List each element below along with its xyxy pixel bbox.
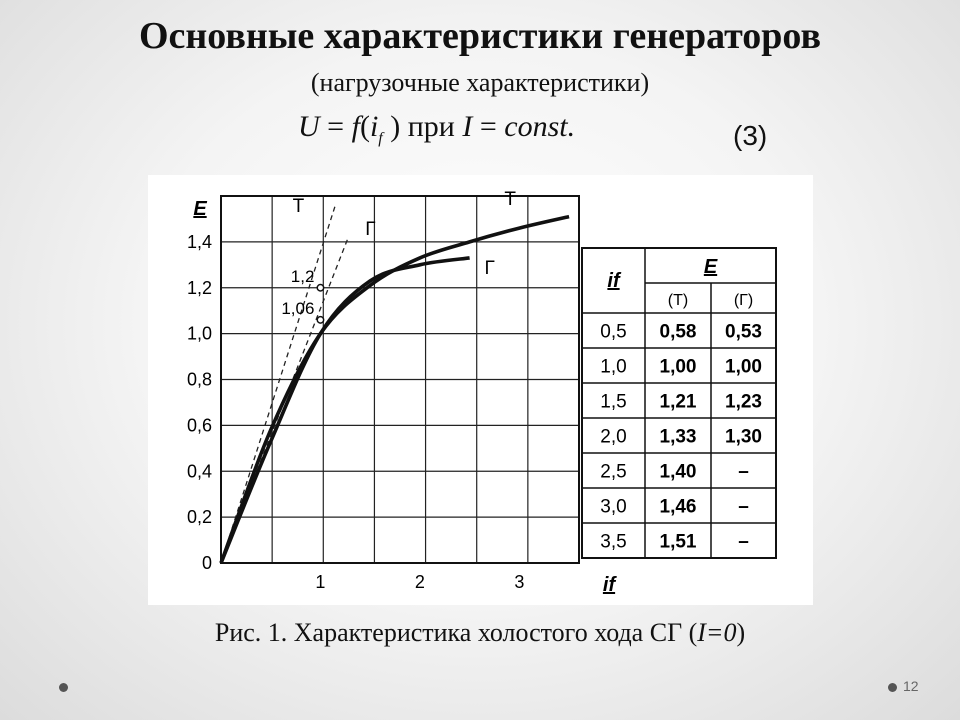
table-cell: 1,21 [659,391,697,413]
formula-u: U [298,110,320,143]
table-cell: 3,0 [600,496,627,518]
formula-f: f [351,110,360,143]
y-tick-label: 0,4 [186,461,212,482]
annotation-label: 1,2 [290,266,315,286]
y-tick-label: 0,2 [186,507,212,528]
figure-panel [148,175,813,605]
caption-italic: I=0 [697,618,737,647]
x-tick-label: 2 [414,572,425,592]
formula-pri: при [407,110,455,143]
table-cell: 0,5 [600,321,627,343]
table-header-e: E [703,256,718,278]
table-cell: 3,5 [600,531,627,553]
formula-I: I [462,110,473,143]
series-label-t-end: Т [504,189,517,211]
y-tick-label: 0,8 [186,369,212,390]
x-tick-label: 3 [514,572,525,592]
table-subheader: (Г) [733,292,754,309]
table-cell: 1,30 [725,426,762,448]
table-cell: 1,23 [725,391,762,413]
x-tick-label: 1 [315,572,326,592]
table-cell: – [738,496,749,518]
table-cell: 1,46 [659,496,697,518]
series-label-t-tangent: Т [292,196,305,218]
formula-const: const. [504,110,576,143]
table-cell: – [738,531,749,553]
table-subheader: (Т) [667,292,689,309]
y-tick-label: 0,6 [186,415,212,436]
x-axis-label: if [602,574,616,596]
y-tick-label: 1,2 [186,277,212,298]
y-tick-label: 1,4 [186,231,212,252]
formula-eq2: = [479,110,497,143]
series-label-g-end: Г [484,257,495,279]
caption-prefix: Рис. 1. Характеристика холостого хода СГ ( [214,618,698,647]
figure-caption [0,618,960,648]
table-cell: 0,53 [725,321,762,343]
table-cell: 1,0 [600,356,627,378]
formula-rp: ) [390,110,401,143]
slide-title: Основные характеристики генераторов [138,15,822,57]
table-cell: 1,51 [659,531,697,553]
annotation-point [317,285,323,291]
formula-eq: = [327,110,345,143]
table-cell: 1,00 [725,356,762,378]
table-header-if: if [607,270,620,292]
table-cell: 1,5 [600,391,627,413]
table-cell: 2,0 [600,426,627,448]
slide-subtitle: (нагрузочные характеристики) [310,68,650,97]
table-cell: – [738,461,749,483]
y-tick-label: 1,0 [186,323,212,344]
equation-number: (3) [733,120,768,151]
y-tick-label: 0 [201,553,212,573]
table-cell: 1,00 [659,356,697,378]
annotation-label: 1,06 [281,298,315,318]
formula-lp: ( [359,110,370,143]
figure-svg [148,175,813,605]
formula-sub: f [378,130,383,147]
series-label-g-tangent: Г [365,218,376,240]
table-cell: 1,40 [659,461,697,483]
table-cell: 0,58 [659,321,697,343]
y-axis-label: E [193,198,207,220]
table-cell: 2,5 [600,461,627,483]
caption-suffix: ) [736,618,746,647]
bullet-right [888,683,897,692]
bullet-left [59,683,68,692]
table-cell: 1,33 [659,426,697,448]
page-number: 12 [903,678,919,694]
formula [298,110,575,148]
tangent-line-t [221,205,335,563]
formula-i: i [369,110,379,143]
annotation-point [317,317,323,323]
